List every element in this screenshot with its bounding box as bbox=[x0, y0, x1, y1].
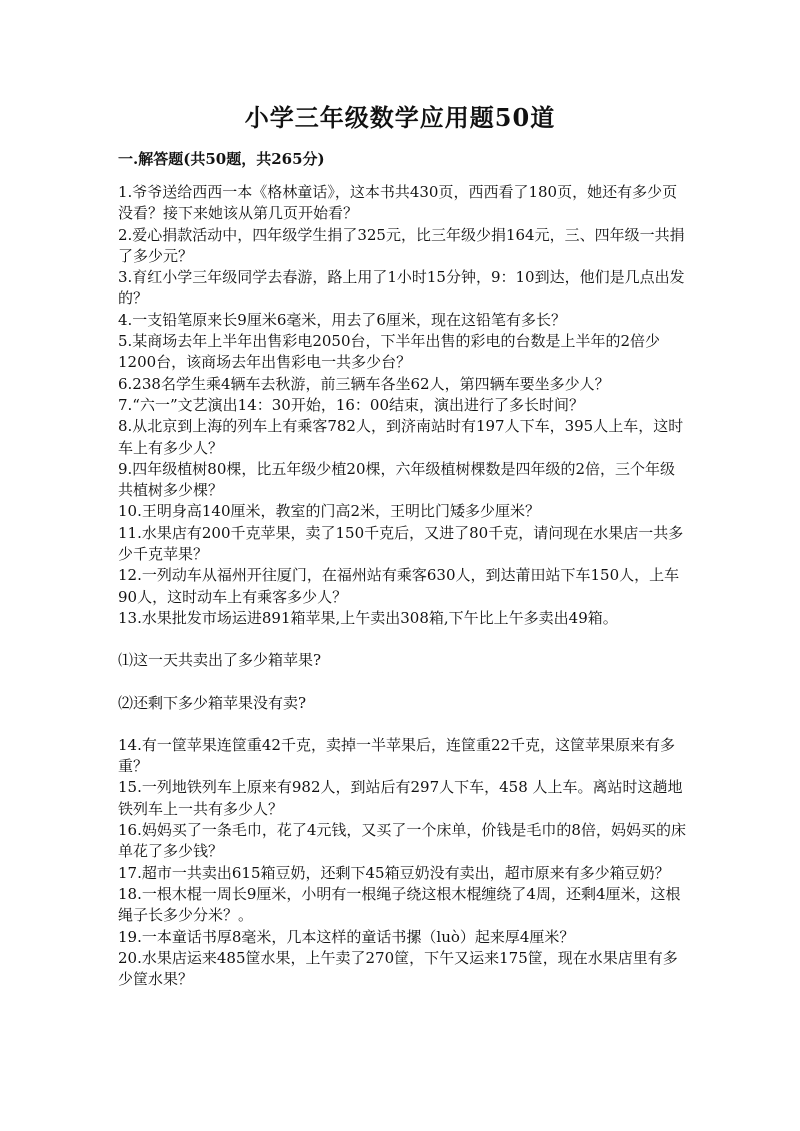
question-item: 2.爱心捐款活动中，四年级学生捐了325元，比三年级少捐164元，三、四年级一共捐了多少元？ bbox=[118, 225, 685, 265]
question-list bbox=[118, 182, 688, 990]
question-item: 12.一列动车从福州开往厦门，在福州站有乘客630人，到达莆田站下车150人，上车90人，这时动车上有乘客多少人？ bbox=[118, 566, 680, 606]
spacer bbox=[118, 714, 688, 735]
question-item: 6.238名学生乘4辆车去秋游，前三辆车各坐62人，第四辆车要坐多少人？ bbox=[118, 374, 610, 393]
question-item: 10.王明身高140厘米，教室的门高2米，王明比门矮多少厘米？ bbox=[118, 502, 541, 521]
question-item: 13.水果批发市场运进891箱苹果,上午卖出308箱,下午比上午多卖出49箱。 bbox=[118, 608, 618, 627]
question-item: 18.一根木棍一周长9厘米，小明有一根绳子绕这根木棍缠绕了4周，还剩4厘米，这根绳子长多少分米？。 bbox=[118, 884, 681, 925]
spacer bbox=[118, 629, 688, 650]
question-item: 9.四年级植树80棵，比五年级少植20棵，六年级植树棵数是四年级的2倍，三个年级共植树多少棵？ bbox=[118, 459, 676, 500]
question-item: 11.水果店有200千克苹果，卖了150千克后，又进了80千克，请问现在水果店一共多少千克苹果？ bbox=[118, 523, 684, 564]
question-item: 20.水果店运来485筐水果，上午卖了270筐，下午又运来175筐，现在水果店里有多少筐水果？ bbox=[118, 948, 678, 989]
question-item: 5.某商场去年上半年出售彩电2050台，下半年出售的彩电的台数是上半年的2倍少1200台，该商场去年出售彩电一共多少台？ bbox=[118, 332, 661, 372]
question-item: 14.有一筐苹果连筐重42千克，卖掉一半苹果后，连筐重22千克，这筐苹果原来有多重？ bbox=[118, 735, 676, 776]
question-item: 8.从北京到上海的列车上有乘客782人，到济南站时有197人下车，395人上车，这时车上有多少人？ bbox=[118, 417, 684, 457]
question-item: 15.一列地铁列车上原来有982人，到站后有297人下车，458 人上车。离站时这趟地铁列车上一共有多少人？ bbox=[118, 778, 683, 818]
spacer bbox=[118, 672, 688, 693]
question-item: 3.育红小学三年级同学去春游，路上用了1小时15分钟，9：10到达，他们是几点出发的？ bbox=[118, 268, 685, 308]
question-item: 7.“六一”文艺演出14：30开始，16：00结束，演出进行了多长时间？ bbox=[118, 395, 584, 414]
question-item: 16.妈妈买了一条毛巾，花了4元钱，又买了一个床单，价钱是毛巾的8倍，妈妈买的床单花了多少钱？ bbox=[118, 821, 686, 861]
question-item: 17.超市一共卖出615箱豆奶，还剩下45箱豆奶没有卖出，超市原来有多少箱豆奶？ bbox=[118, 863, 670, 882]
question-item: 1.爷爷送给西西一本《格林童话》，这本书共430页，西西看了180页，她还有多少页没看？接下来她该从第几页开始看？ bbox=[118, 183, 678, 223]
page-title: 小学三年级数学应用题50道 bbox=[244, 103, 556, 132]
sub-question: ⑵还剩下多少箱苹果没有卖? bbox=[118, 693, 307, 712]
section-heading: 一.解答题(共50题，共265分) bbox=[118, 150, 325, 168]
sub-question: ⑴这一天共卖出了多少箱苹果? bbox=[118, 651, 322, 670]
question-item: 19.一本童话书厚8毫米，几本这样的童话书摞（luò）起来厚4厘米？ bbox=[118, 927, 575, 946]
question-item: 4.一支铅笔原来长9厘米6毫米，用去了6厘米，现在这铅笔有多长？ bbox=[118, 310, 566, 329]
